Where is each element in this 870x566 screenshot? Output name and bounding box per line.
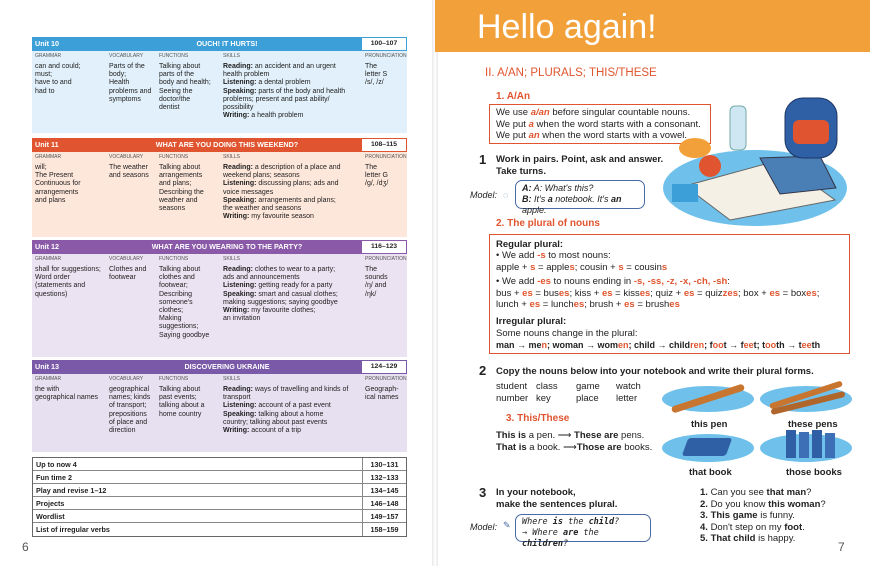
summary-name: Projects [36,498,65,508]
page-number-right: 7 [838,540,845,554]
exercise-1-instructions [496,154,663,177]
page-number-left: 6 [22,540,29,554]
word-item: place [576,392,599,404]
subsection-a-an: 1. A/An [496,91,531,102]
model3-line-2: → Where are the children? [522,528,599,549]
sentence-item: 2. Do you know this woman? [700,498,826,510]
col-header: GRAMMAR [35,153,62,160]
col-header: GRAMMAR [35,52,62,59]
word-item: class [536,381,558,392]
pronunciation-cell: Geograph- ical names [365,386,399,402]
col-header: SKILLS [223,255,240,262]
speech-icon: ◌ [503,190,509,200]
this-these-line: That is a book. ⟶Those are books. [496,441,653,453]
skills-cell: Reading: an accident and an urgent health problem Listening: a dental problem Speaking: parts of the body and health problems; present and past ability/ possibility Writing: a health problem [223,63,346,120]
summary-pages: 130–131 [362,458,406,471]
subsection-this-these: 3. This/These [506,413,570,424]
exercise-1-model-bubble [515,180,645,215]
grammar-cell: will; The Present Continuous for arrangements and plans [35,164,81,204]
summary-name: Wordlist [36,511,65,521]
sentence-item: 3. This game is funny. [700,510,795,521]
books-icon-3 [812,430,822,458]
vocabulary-cell: The weather and seasons [109,164,149,180]
apple-shape [699,155,721,177]
skills-cell: Reading: clothes to wear to a party; ads and announcements Listening: getting ready for a party Speaking: smart and casual clothes; making suggestions; saying goodbye Writing: my favourite clothes; an invitation [223,266,338,323]
pronunciation-cell: The letter S /s/, /z/ [365,63,388,87]
unit-block-10 [32,37,407,133]
pronunciation-cell: The letter G /g/, /dʒ/ [365,164,389,188]
word-item: number [496,392,529,404]
regular-plural-heading: Regular plural: [496,239,564,250]
model-label-3: Model: [470,522,498,532]
caption-this-pen: this pen [691,419,728,430]
unit-header [32,360,407,374]
regular-plural-rules [496,250,819,311]
unit-block-11 [32,138,407,237]
functions-cell: Talking about past events; talking about a home country [159,386,205,418]
col-header: PRONUNCIATION [365,52,407,59]
summary-pages: 158–159 [362,523,406,536]
exercise-2-instructions: Copy the nouns below into your notebook and write their plural forms. [496,366,814,377]
unit-label: Unit 13 [35,361,59,371]
unit-title: OUCH! IT HURTS! [196,38,258,48]
exercise-2-number: 2 [479,363,487,378]
books-icon-1 [786,430,796,458]
col-header: GRAMMAR [35,255,62,262]
unit-body [32,61,407,120]
word-row [496,381,656,393]
col-header: FUNCTIONS [159,375,189,382]
col-header: VOCABULARY [109,52,144,59]
column-headers [32,51,407,61]
a-an-rule-line: We put an when the word starts with a vowel. [496,130,687,141]
col-header: SKILLS [223,52,240,59]
sentence-item: 1. Can you see that man? [700,487,812,498]
unit-label: Unit 12 [35,241,59,251]
unit-body [32,264,407,340]
vocabulary-cell: Parts of the body; Health problems and symptoms [109,63,152,103]
grammar-cell: can and could; must; have to and had to [35,63,81,95]
unit-title: WHAT ARE YOU DOING THIS WEEKEND? [155,139,299,149]
pronunciation-cell: The sounds /ŋ/ and /ŋk/ [365,266,388,298]
col-header: PRONUNCIATION [365,153,407,160]
summary-name: Fun time 2 [36,472,72,482]
grammar-cell: the with geographical names [35,386,99,402]
section-heading: II. A/AN; PLURALS; THIS/THESE [485,67,657,79]
unit-title: DISCOVERING UKRAINE [184,361,270,371]
irregular-examples: man → men; woman → women; child → children; foot → feet; tooth → teeth [496,340,821,350]
summary-name: Play and revise 1–12 [36,485,107,495]
summary-pages: 149–157 [362,510,406,523]
reg-rule-4: bus + es = buses; kiss + es = kisses; quiz + es = quizzes; box + es = boxes; [496,287,820,299]
summary-row [33,523,406,536]
unit-pages: 100–107 [362,38,406,50]
pencil-icon: ✎ [503,520,511,530]
col-header: VOCABULARY [109,255,144,262]
page-title: Hello again! [477,8,657,46]
exercise-3-sentences [700,487,826,545]
grammar-cell: shall for suggestions; Word order (statements and questions) [35,266,101,298]
unit-pages: 116–123 [362,241,406,253]
books-icon-2 [799,432,809,458]
book-icon [682,438,733,456]
summary-row [33,510,406,523]
ex3-line-2: make the sentences plural. [496,498,618,510]
unit-header [32,240,407,254]
skills-cell: Reading: ways of travelling and kinds of transport Listening: account of a past event Speaking: talking about a home country; talking about past events Writing: account of a trip [223,386,349,435]
word-item: key [536,392,551,404]
functions-cell: Talking about parts of the body and health; Seeing the doctor/the dentist [159,63,211,112]
a-an-rule-line: We use a/an before singular countable nouns. [496,107,691,118]
exercise-3-model-bubble [515,514,651,549]
ex1-line-2: Take turns. [496,165,546,177]
model3-line-1: Where is the child? [522,517,620,527]
exercise-1-number: 1 [479,152,487,167]
word-item: student [496,381,528,392]
unit-title: WHAT ARE YOU WEARING TO THE PARTY? [151,241,303,251]
col-header: FUNCTIONS [159,153,189,160]
exercise-2-word-list [496,381,656,404]
column-headers [32,374,407,384]
summary-pages: 132–133 [362,471,406,484]
col-header: PRONUNCIATION [365,375,407,382]
reg-rule-5: lunch + es = lunches; brush + es = brushes [496,299,680,310]
word-item: game [576,381,600,392]
book-spine [432,0,438,566]
model-line-a: A: A: What's this? [522,183,594,193]
unit-block-12 [32,240,407,357]
summary-pages: 134–145 [362,484,406,497]
subsection-plurals: 2. The plural of nouns [496,218,600,229]
summary-table [32,457,407,537]
box-shape [672,184,698,202]
vocabulary-cell: geographical names; kinds of transport; prepositions of place and direction [109,386,151,435]
vocabulary-cell: Clothes and footwear [109,266,147,282]
summary-name: List of irregular verbs [36,525,110,534]
col-header: VOCABULARY [109,153,144,160]
unit-header [32,138,407,152]
col-header: FUNCTIONS [159,52,189,59]
summary-row [33,497,406,510]
sentence-item: 4. Don't step on my foot. [700,521,805,533]
caption-those-books: those books [786,467,842,478]
caption-that-book: that book [689,467,732,478]
model-line-b: B: It's a notebook. It's an apple. [522,194,622,215]
word-item: watch [616,381,641,392]
caption-these-pens: these pens [788,419,838,430]
this-these-line: This is a pen. ⟶ These are pens. [496,430,645,441]
this-these-examples [496,430,652,453]
col-header: PRONUNCIATION [365,255,407,262]
unit-header [32,37,407,51]
unit-label: Unit 11 [35,139,59,149]
exercise-3-number: 3 [479,485,487,500]
books-icon-4 [825,433,835,458]
irregular-intro: Some nouns change in the plural: [496,328,638,339]
ex1-line-1: Work in pairs. Point, ask and answer. [496,154,664,165]
summary-pages: 146–148 [362,497,406,510]
title-banner [435,0,870,52]
unit-block-13 [32,360,407,452]
col-header: FUNCTIONS [159,255,189,262]
summary-name: Up to now 4 [36,459,77,469]
summary-row [33,484,406,497]
summary-row [33,471,406,484]
col-header: VOCABULARY [109,375,144,382]
a-an-rule-line: We put a when the word starts with a consonant. [496,118,701,130]
column-headers [32,254,407,264]
reg-rule-3: • We add -es to nouns ending in -s, -ss, -z, -x, -ch, -sh: [496,276,730,287]
functions-cell: Talking about arrangements and plans; Describing the weather and seasons [159,164,204,213]
school-items-illustration [660,88,855,228]
functions-cell: Talking about clothes and footwear; Describing someone's clothes; Making suggestions; Saying goodbye [159,266,210,339]
backpack-pocket [793,120,829,144]
model-label-1: Model: [470,190,498,200]
unit-body [32,384,407,435]
irregular-plural-heading: Irregular plural: [496,316,567,327]
unit-body [32,162,407,221]
col-header: SKILLS [223,375,240,382]
summary-row [33,458,406,471]
ex3-line-1: In your notebook, [496,487,576,498]
word-item: letter [616,392,638,404]
exercise-3-instructions [496,487,617,510]
bun-shape [679,138,711,158]
col-header: GRAMMAR [35,375,62,382]
sentence-item: 5. That child is happy. [700,533,796,544]
col-header: SKILLS [223,153,240,160]
unit-pages: 124–129 [362,361,406,373]
bottle-shape [730,106,746,150]
unit-pages: 108–115 [362,139,406,151]
unit-label: Unit 10 [35,38,59,48]
word-row [496,393,656,405]
column-headers [32,152,407,162]
reg-rule-1: • We add -s to most nouns: [496,250,611,261]
skills-cell: Reading: a description of a place and weekend plans; seasons Listening: discussing plans; ads and voice messages Speaking: arrangements and plans; the weather and seasons Writing: my favourite season [223,164,341,221]
reg-rule-2: apple + s = apples; cousin + s = cousins [496,261,668,273]
